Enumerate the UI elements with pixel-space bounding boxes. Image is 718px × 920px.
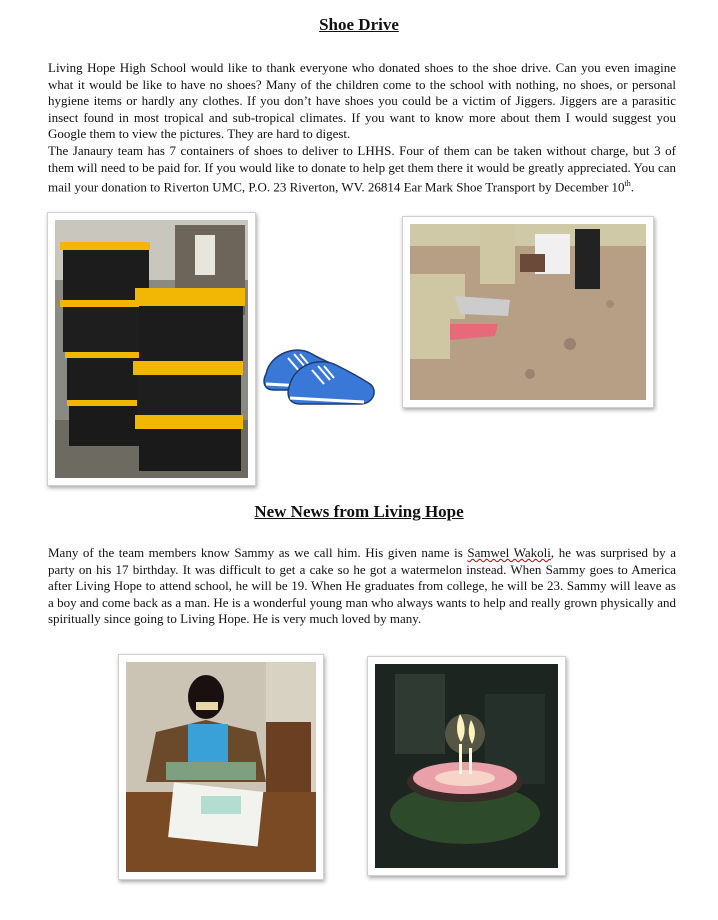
shoe-drive-text [48,60,676,196]
section-title-shoe-drive: Shoe Drive [319,15,399,34]
photo-sammy-eating-watermelon [118,654,324,880]
sammy-image [126,662,316,872]
paragraph-start: Many of the team members know Sammy as we call him. His given name is [48,545,468,560]
paragraph-2-end: . [630,179,635,195]
watermelon-candle-image [375,664,558,868]
new-news-paragraph [48,545,676,628]
photo-feet-with-sandals [402,216,654,408]
new-news-text [48,545,676,628]
paragraph-rest: , he was surprised by a party on his 17 birthday. It was difficult to get a cake so he got a watermelon instead. When Sammy goes to America after Living Hope to attend school, he will be 19. When He graduates from college, he will be 23. Sammy will leave as a boy and come back as a man. He is a wonderful young man who always wants to help and really grown physically and spiritually since going to Living Hope. He is very much loved by many. [48,545,676,627]
shoe-drive-paragraph-1: Living Hope High School would like to thank everyone who donated shoes to the shoe drive. Can you even imagine what it would be like to have no shoes? Many of the children come to the school with nothing, no shoes, or personal hygiene items or hardly any clothes. If you don’t have shoes you could be a victim of Jiggers. Jiggers are a parasitic insect found in most tropical and sub-tropical climates. If you want to know more about them I would suggest you Google them to view the pictures. They are hard to digest. [48,60,676,142]
photo-watermelon-candle [367,656,566,876]
sneakers-icon [260,332,382,412]
photo-stacked-shoe-containers [47,212,256,486]
feet-sandals-image [410,224,646,400]
section-title-new-news: New News from Living Hope [254,502,464,521]
stacked-containers-image [55,220,248,478]
paragraph-2-text: The Janaury team has 7 containers of shoes to deliver to LHHS. Four of them can be taken without charge, but 3 of them will need to be paid for. If you would like to donate to help get them there it would be greatly appreciated. You can mail your donation to Riverton UMC, P.O. 23 Riverton, WV. 26814 Ear Mark Shoe Transport by December 10 [48,142,676,195]
spellcheck-name: Samwel Wakoli [467,545,551,560]
ordinal-suffix: th [624,179,631,189]
shoe-drive-paragraph-2 [48,143,676,196]
